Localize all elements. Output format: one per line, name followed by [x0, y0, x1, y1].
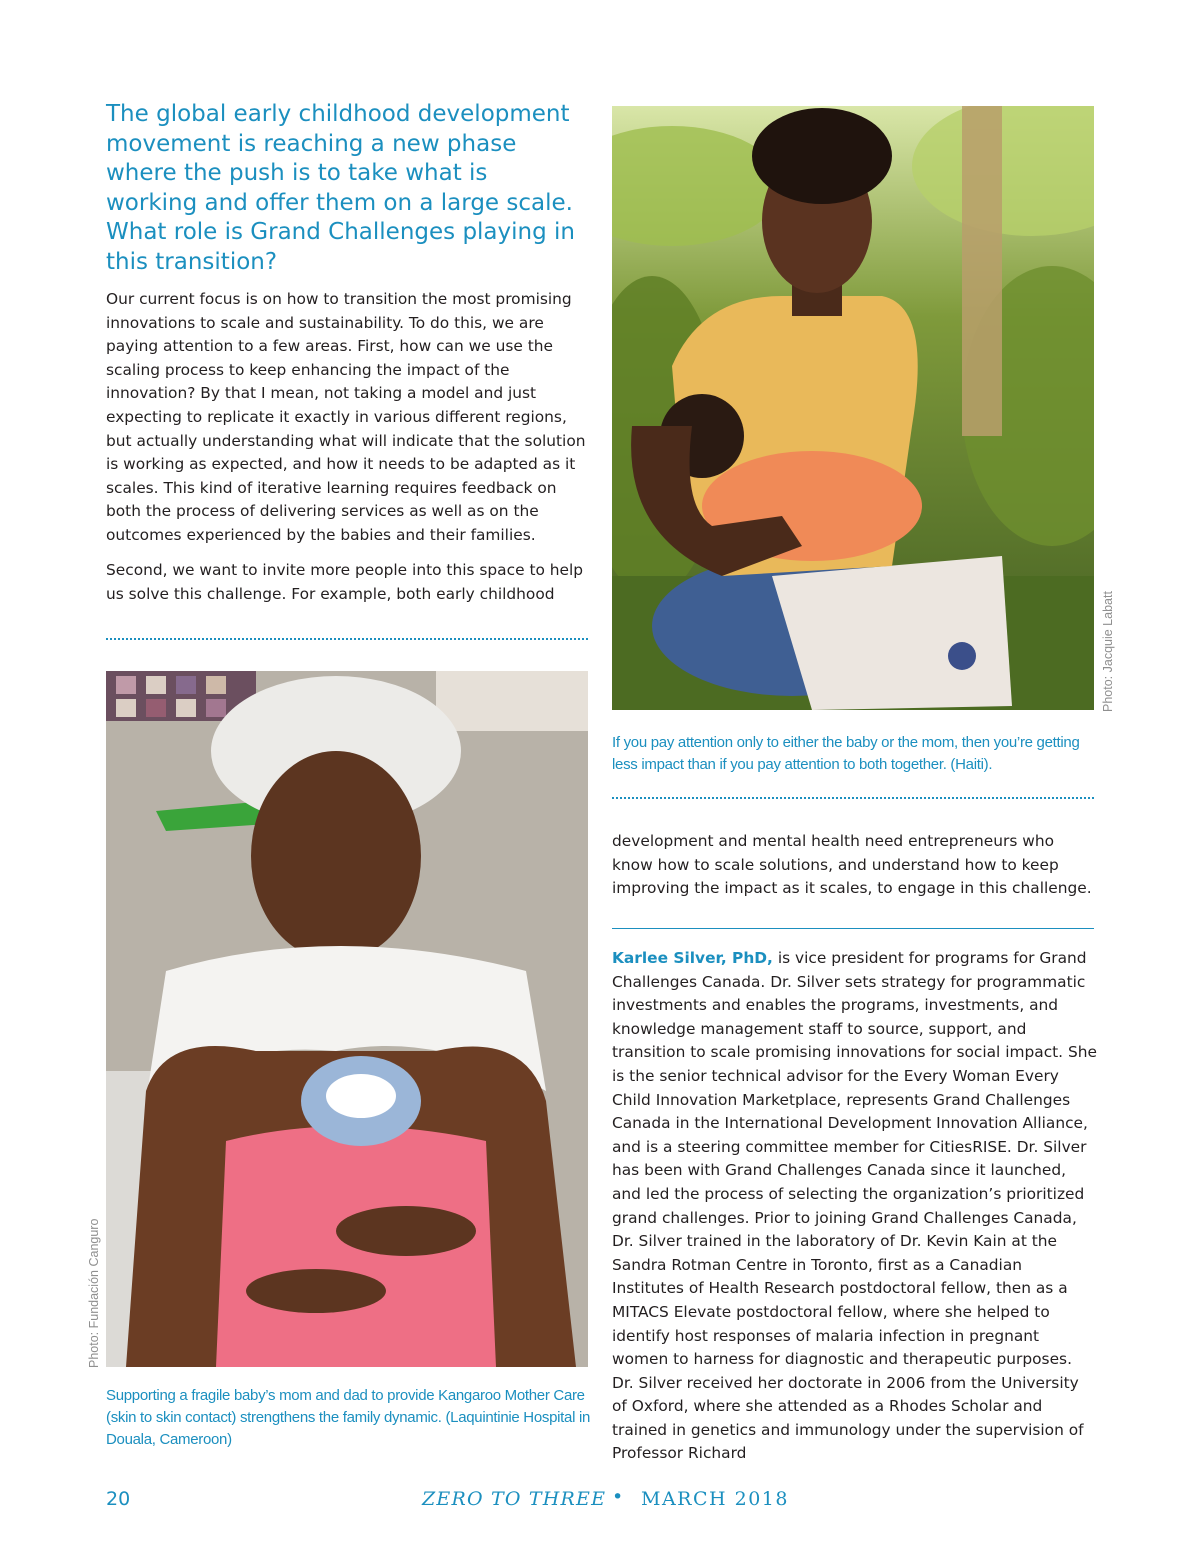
dotted-divider-right — [612, 797, 1094, 799]
photo-kangaroo-mother-care — [106, 671, 588, 1367]
publication-name: ZERO TO THREE — [422, 1488, 607, 1510]
bio-divider — [612, 928, 1094, 929]
photo-kangaroo-mother-care-illustration — [106, 671, 588, 1367]
body-paragraph-2: Second, we want to invite more people into this space to help us solve this challenge. For example, both early childhood — [106, 561, 584, 603]
author-bio-text: is vice president for programs for Grand Challenges Canada. Dr. Silver sets strategy for programmatic investments and enables the programs, investments, and knowledge management staff to source, support, and transition to scale promising innovations for social impact. She is the senior technical advisor for the Every Woman Every Child Innovation Marketplace, represents Grand Challenges Canada in the International Development Innovation Alliance, and is a steering committee member for CitiesRISE. Dr. Silver has been with Grand Challenges Canada since it launched, and led the process of selecting the organization’s prioritized grand challenges. Prior to joining Grand Challenges Canada, Dr. Silver trained in the laboratory of Dr. Kevin Kain at the Sandra Rotman Centre in Toronto, first as a Canadian Institutes of Health Research postdoctoral fellow, then as a MITACS Elevate postdoctoral fellow, where she helped to identify host responses of malaria infection in pregnant women to harness for diagnostic and therapeutic purposes. Dr. Silver received her doctorate in 2006 from the University of Oxford, where she attended as a Rhodes Scholar and trained in genetics and immunology under the supervision of Professor Richard — [612, 949, 1097, 1463]
issue-date: MARCH 2018 — [641, 1488, 789, 1510]
photo-mother-breastfeeding — [612, 106, 1094, 710]
photo-caption-top: If you pay attention only to either the baby or the mom, then you’re getting less impact than if you pay attention to both together. (Haiti). — [612, 734, 1080, 773]
dotted-divider-left — [106, 638, 588, 640]
body-paragraph-1: Our current focus is on how to transition the most promising innovations to scale and sustainability. To do this, we are paying attention to a few areas. First, how can we use the scaling process to keep enhancing the impact of the innovation? By that I mean, not taking a model and just expecting to replicate it exactly in various different regions, but actually understanding what will indicate that the solution is working as expected, and how it needs to be adapted as it scales. This kind of iterative learning requires feedback on both the process of delivering services as well as on the outcomes experienced by the babies and their families. — [106, 290, 586, 544]
body-paragraph-3: development and mental health need entrepreneurs who know how to scale solutions, and understand how to keep improving the impact as it scales, to engage in this challenge. — [612, 832, 1092, 898]
photo-caption-bottom: Supporting a fragile baby’s mom and dad to provide Kangaroo Mother Care (skin to skin contact) strengthens the family dynamic. (Laquintinie Hospital in Douala, Cameroon) — [106, 1387, 591, 1448]
photo-credit-bottom: Photo: Fundación Canguro — [87, 1218, 101, 1368]
author-name: Karlee Silver, PhD, — [612, 949, 773, 967]
photo-credit-top: Photo: Jacquie Labatt — [1101, 591, 1115, 712]
photo-mother-breastfeeding-illustration — [612, 106, 1094, 710]
page-number: 20 — [106, 1488, 131, 1510]
question-heading: The global early childhood development movement is reaching a new phase where the push is to take what is working and offer them on a large scale. What role is Grand Challenges playing in this transition? — [106, 101, 575, 275]
footer-separator: • — [612, 1486, 624, 1508]
author-bio — [612, 947, 1098, 1466]
